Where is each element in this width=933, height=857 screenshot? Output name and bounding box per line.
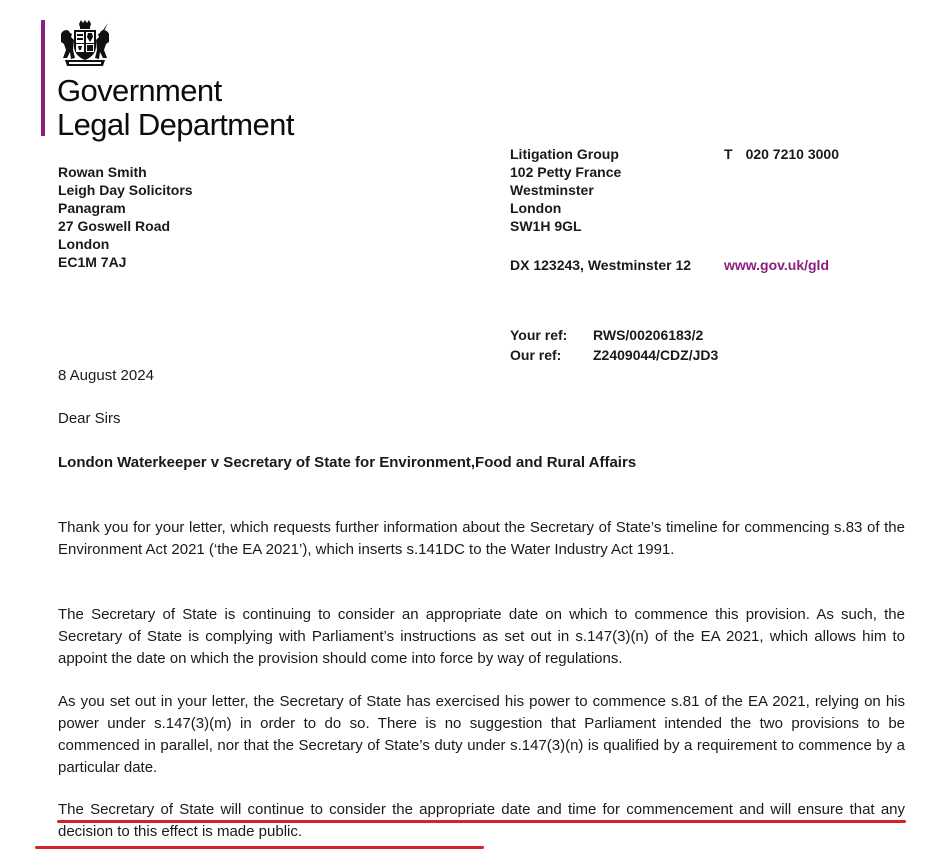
letter-date: 8 August 2024	[58, 367, 154, 384]
sender-line: SW1H 9GL	[510, 218, 582, 234]
phone-value: 020 7210 3000	[745, 146, 839, 162]
sender-line: London	[510, 200, 562, 216]
sender-line: Litigation Group	[510, 146, 619, 162]
website-link[interactable]: www.gov.uk/gld	[724, 257, 829, 273]
phone-label: T	[724, 146, 733, 162]
sender-line: 102 Petty France	[510, 164, 622, 180]
recipient-address	[58, 163, 193, 271]
recipient-line: Leigh Day Solicitors	[58, 182, 193, 198]
red-underline-annotation	[57, 820, 906, 823]
salutation: Dear Sirs	[58, 410, 121, 427]
department-name	[57, 74, 294, 142]
body-paragraph-2: The Secretary of State is continuing to consider an appropriate date on which to commence this provision. As such, the Secretary of State is complying with Parliament’s instructions as set out in s.147(3)(n) of the EA 2021, which allows him to appoint the date on which the provision should come into force by way of regulations.	[58, 606, 905, 667]
recipient-line: Panagram	[58, 200, 126, 216]
red-underline-annotation	[35, 846, 484, 849]
recipient-line: 27 Goswell Road	[58, 218, 171, 234]
your-ref-row	[510, 325, 718, 345]
your-ref-value: RWS/00206183/2	[593, 327, 704, 343]
references	[510, 325, 718, 365]
sender-line: Westminster	[510, 182, 594, 198]
your-ref-label: Your ref:	[510, 327, 568, 343]
recipient-line: Rowan Smith	[58, 164, 147, 180]
dx-address: DX 123243, Westminster 12	[510, 257, 692, 273]
body-paragraph-1: Thank you for your letter, which requests further information about the Secretary of State’s timeline for commencing s.83 of the Environment Act 2021 (‘the EA 2021’), which inserts s.141DC to the Water Industry Act 1991.	[58, 519, 905, 558]
our-ref-value: Z2409044/CDZ/JD3	[593, 347, 719, 363]
our-ref-row	[510, 345, 718, 365]
brand-bar	[41, 20, 45, 136]
body-paragraph-3: As you set out in your letter, the Secretary of State has exercised his power to commence s.81 of the EA 2021, relying on his power under s.147(3)(m) in order to do so. There is no suggestion that Parliament intended the two provisions to be commenced in parallel, nor that the Secretary of State’s duty under s.147(3)(n) is qualified by a requirement to commence by a particular date.	[58, 693, 905, 776]
royal-coat-of-arms-icon	[57, 20, 113, 68]
our-ref-label: Our ref:	[510, 347, 562, 363]
recipient-line: EC1M 7AJ	[58, 254, 127, 270]
letter-subject: London Waterkeeper v Secretary of State for Environment,Food and Rural Affairs	[58, 454, 637, 471]
department-name-line2: Legal Department	[57, 107, 294, 142]
department-name-line1: Government	[57, 73, 222, 108]
recipient-line: London	[58, 236, 110, 252]
sender-address	[510, 145, 621, 235]
phone-number	[724, 145, 839, 163]
body-paragraph-4: The Secretary of State will continue to consider the appropriate date and time for commencement and will ensure that any decision to this effect is made public.	[58, 801, 905, 840]
